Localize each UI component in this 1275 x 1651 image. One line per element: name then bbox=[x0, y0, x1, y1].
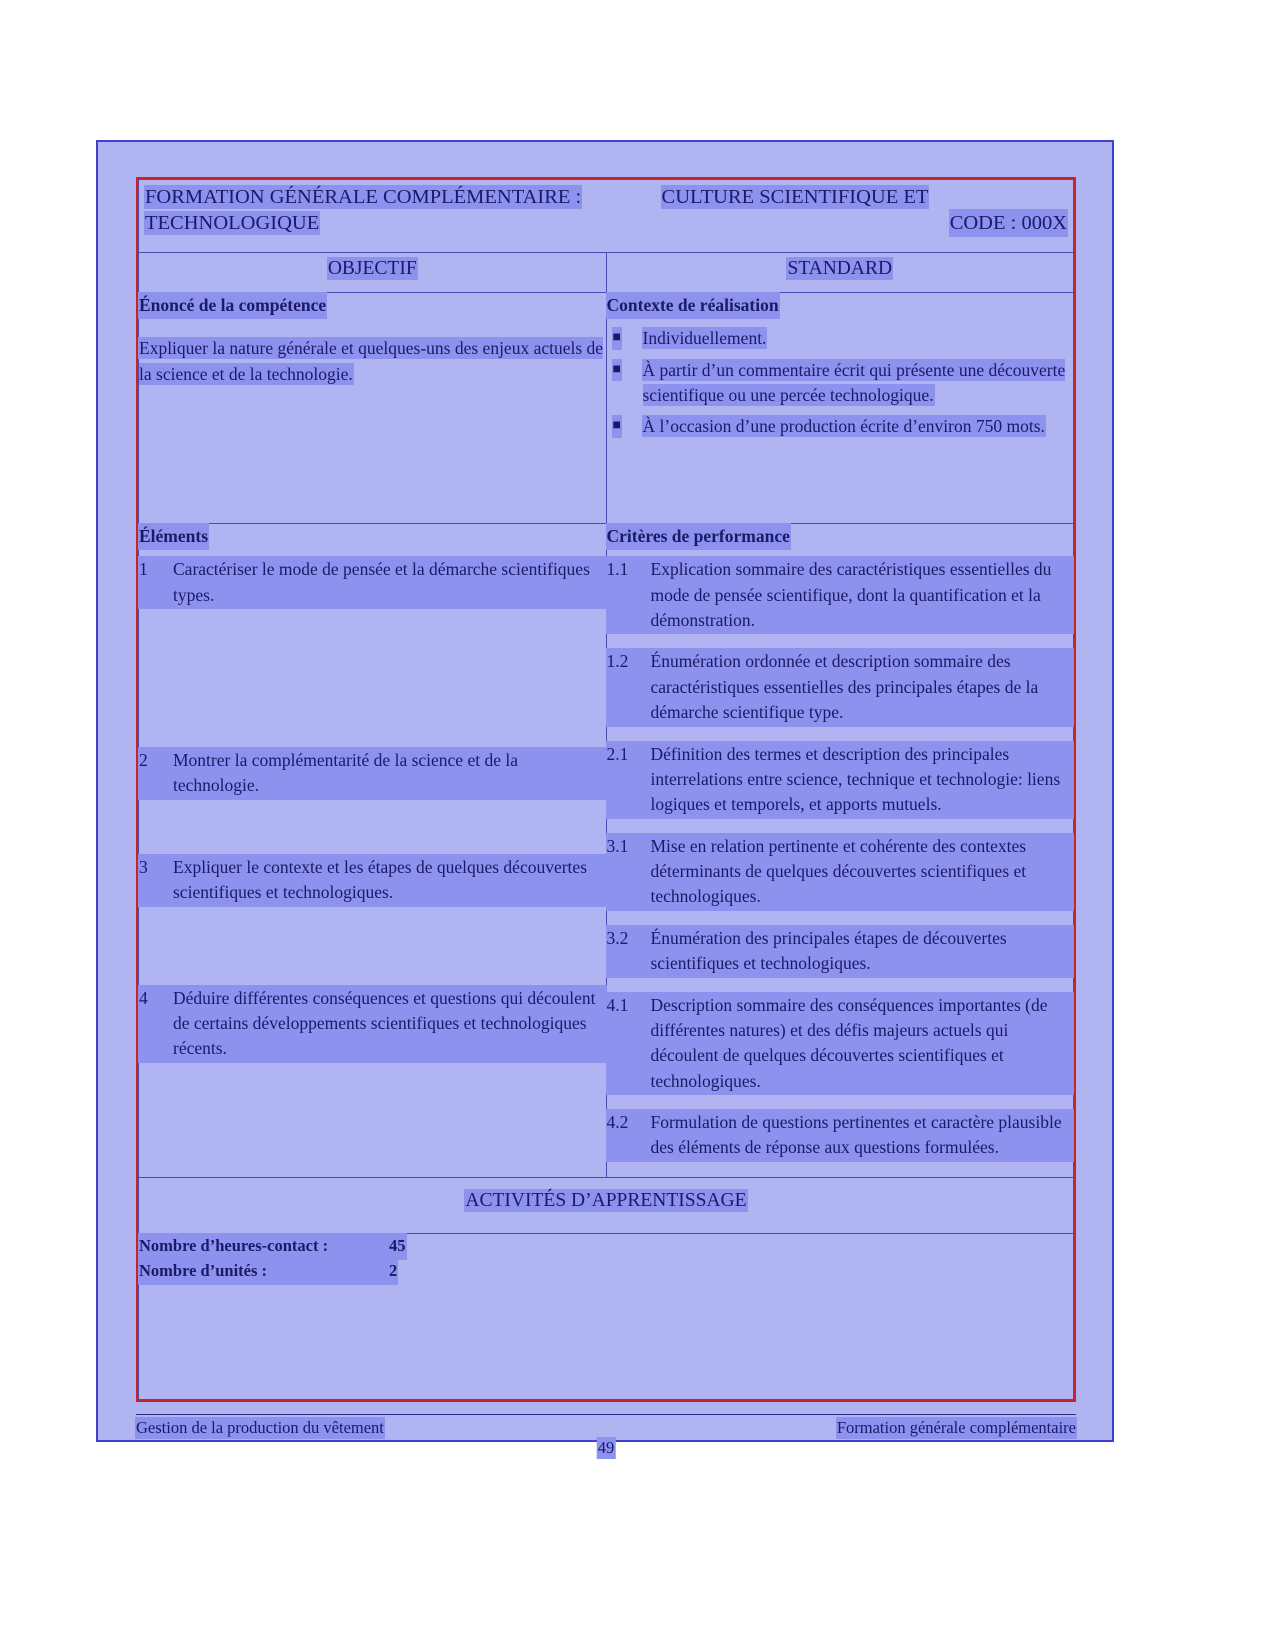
table-title-row bbox=[139, 180, 1074, 253]
bullet-icon: ■ bbox=[613, 360, 621, 380]
list-item bbox=[607, 358, 1074, 409]
activities-info-row bbox=[139, 1234, 1074, 1400]
table-title-cell bbox=[139, 180, 1074, 253]
list-item bbox=[607, 834, 1074, 910]
document-page bbox=[96, 140, 1114, 1457]
element-text: Montrer la complémentarité de la science et de la technologie. bbox=[173, 748, 606, 799]
footer-page-number: 49 bbox=[597, 1438, 615, 1457]
hours-label: Nombre d’heures-contact : bbox=[139, 1234, 389, 1259]
header-objectif: OBJECTIF bbox=[327, 257, 417, 279]
element-number: 4 bbox=[139, 986, 173, 1062]
list-item bbox=[139, 748, 606, 799]
competence-heading: Énoncé de la compétence bbox=[139, 293, 326, 318]
list-item bbox=[607, 414, 1074, 439]
element-text: Expliquer le contexte et les étapes de quelques découvertes scientifiques et technologiques. bbox=[173, 855, 606, 906]
code-label: CODE : 000X bbox=[950, 210, 1067, 236]
elements-criteria-row bbox=[139, 523, 1074, 1177]
criteria-cell bbox=[606, 523, 1074, 1177]
element-text: Déduire différentes conséquences et questions qui découlent de certains développements scientifiques et technologiques récents. bbox=[173, 986, 606, 1062]
hours-row bbox=[139, 1234, 1073, 1259]
header-standard-cell bbox=[606, 252, 1074, 292]
list-item bbox=[607, 742, 1074, 818]
criterion-number: 2.1 bbox=[607, 742, 651, 818]
criterion-text: Description sommaire des conséquences importantes (de différentes natures) et des défis majeurs actuels qui découlent de quelques découvertes scientifiques et technologiques. bbox=[651, 993, 1074, 1095]
criterion-text: Explication sommaire des caractéristiques essentielles du mode de pensée scientifique, dont la quantification et la démonstration. bbox=[651, 557, 1074, 633]
criterion-number: 3.1 bbox=[607, 834, 651, 910]
footer-left: Gestion de la production du vêtement bbox=[136, 1418, 384, 1437]
competence-text: Expliquer la nature générale et quelques-uns des enjeux actuels de la science et de la technologie. bbox=[139, 338, 604, 384]
criterion-text: Énumération ordonnée et description sommaire des caractéristiques essentielles des principales étapes de la démarche scientifique type. bbox=[651, 649, 1074, 725]
title-prefix: FORMATION GÉNÉRALE COMPLÉMENTAIRE : bbox=[145, 186, 582, 208]
page-footer bbox=[136, 1414, 1076, 1457]
units-value: 2 bbox=[389, 1259, 397, 1284]
header-standard: STANDARD bbox=[787, 257, 893, 279]
competence-table-frame bbox=[136, 177, 1076, 1402]
bullet-icon: ■ bbox=[613, 328, 621, 348]
criterion-number: 1.1 bbox=[607, 557, 651, 633]
contexte-cell bbox=[606, 292, 1074, 523]
activities-heading-row bbox=[139, 1177, 1074, 1233]
list-item bbox=[607, 326, 1074, 351]
activities-heading: ACTIVITÉS D’APPRENTISSAGE bbox=[465, 1189, 747, 1211]
criteria-list bbox=[607, 557, 1074, 1161]
element-number: 3 bbox=[139, 855, 173, 906]
bullet-icon: ■ bbox=[613, 416, 621, 436]
contexte-bullet-text: À partir d’un commentaire écrit qui présente une découverte scientifique ou une percée technologique. bbox=[642, 359, 1066, 406]
competence-text-block bbox=[139, 336, 606, 387]
list-item bbox=[139, 557, 606, 608]
list-item bbox=[607, 557, 1074, 633]
competence-cell bbox=[139, 292, 607, 523]
elements-cell bbox=[139, 523, 607, 1177]
element-number: 2 bbox=[139, 748, 173, 799]
list-item bbox=[607, 993, 1074, 1095]
header-objectif-cell bbox=[139, 252, 607, 292]
criterion-text: Énumération des principales étapes de découvertes scientifiques et technologiques. bbox=[651, 926, 1074, 977]
criterion-number: 3.2 bbox=[607, 926, 651, 977]
criteres-heading: Critères de performance bbox=[607, 524, 790, 549]
units-row bbox=[139, 1259, 1073, 1284]
element-text: Caractériser le mode de pensée et la démarche scientifiques types. bbox=[173, 557, 606, 608]
competence-table bbox=[138, 179, 1074, 1400]
element-number: 1 bbox=[139, 557, 173, 608]
list-item bbox=[607, 649, 1074, 725]
criterion-number: 1.2 bbox=[607, 649, 651, 725]
criterion-text: Définition des termes et description des principales interrelations entre science, technique et technologie: liens logiques et temporels, et apports mutuels. bbox=[651, 742, 1074, 818]
units-label: Nombre d’unités : bbox=[139, 1259, 389, 1284]
elements-list bbox=[139, 557, 606, 1061]
contexte-bullet-text: Individuellement. bbox=[642, 328, 767, 349]
activities-info-cell bbox=[139, 1234, 1074, 1400]
criterion-text: Mise en relation pertinente et cohérente des contextes déterminants de quelques découvertes scientifiques et technologiques. bbox=[651, 834, 1074, 910]
criterion-number: 4.1 bbox=[607, 993, 651, 1095]
competence-context-row bbox=[139, 292, 1074, 523]
column-headers-row bbox=[139, 252, 1074, 292]
footer-right: Formation générale complémentaire bbox=[836, 1418, 1076, 1437]
list-item bbox=[139, 986, 606, 1062]
activities-heading-cell bbox=[139, 1177, 1074, 1233]
criterion-number: 4.2 bbox=[607, 1110, 651, 1161]
list-item bbox=[607, 926, 1074, 977]
contexte-bullet-list bbox=[607, 326, 1074, 440]
criterion-text: Formulation de questions pertinentes et caractère plausible des éléments de réponse aux questions formulées. bbox=[651, 1110, 1074, 1161]
title-main: CULTURE SCIENTIFIQUE ET bbox=[661, 186, 929, 208]
contexte-bullet-text: À l’occasion d’une production écrite d’environ 750 mots. bbox=[642, 416, 1045, 437]
list-item bbox=[607, 1110, 1074, 1161]
contexte-heading: Contexte de réalisation bbox=[607, 293, 779, 318]
elements-heading: Éléments bbox=[139, 524, 208, 549]
list-item bbox=[139, 855, 606, 906]
hours-value: 45 bbox=[389, 1234, 406, 1259]
title-second-line: TECHNOLOGIQUE bbox=[145, 212, 320, 235]
